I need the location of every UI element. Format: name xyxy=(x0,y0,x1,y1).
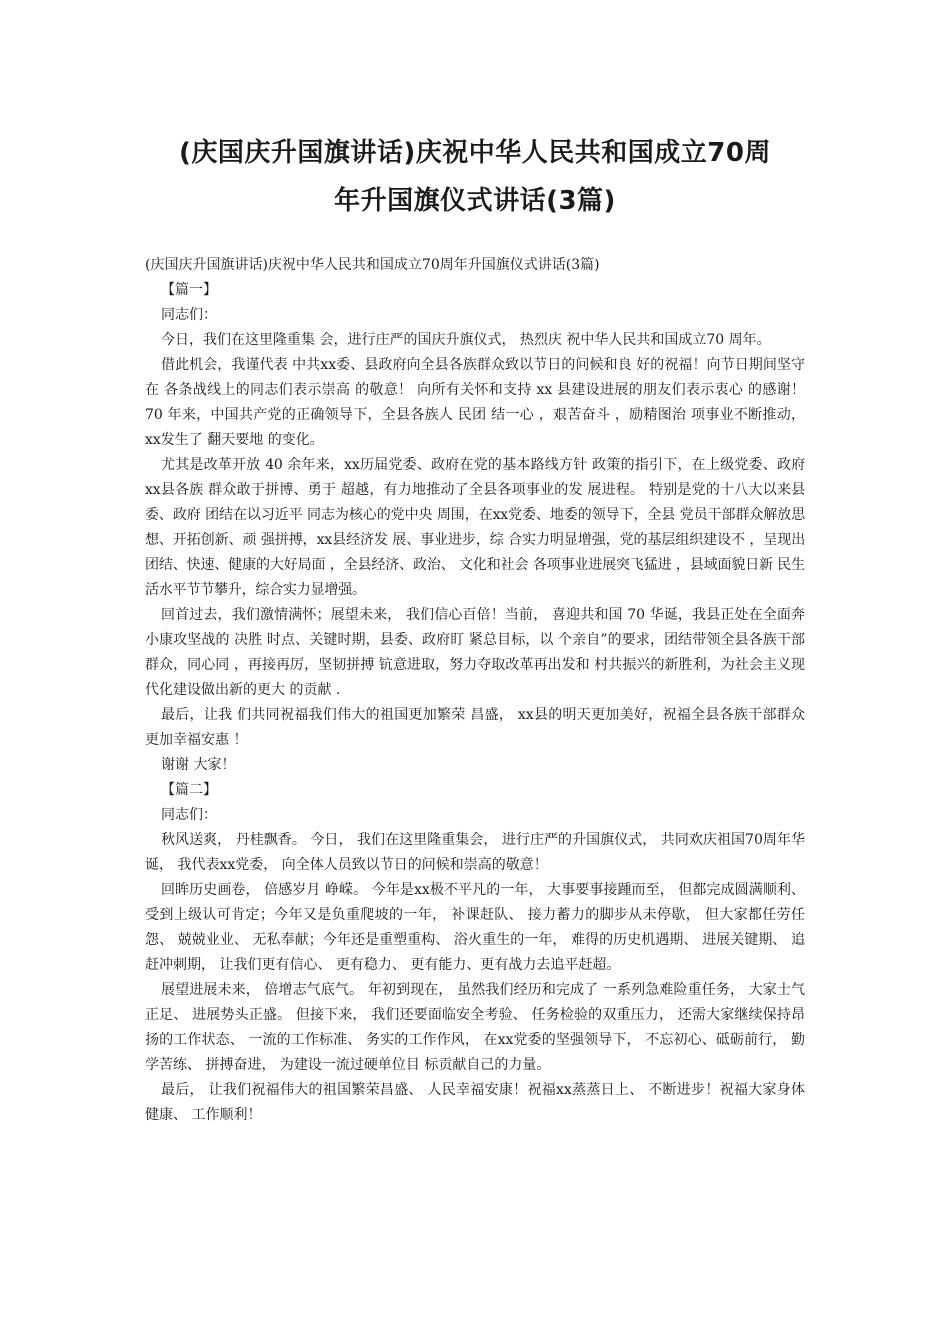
paragraph: 借此机会，我谨代表 中共xx委、县政府向全县各族群众致以节日的问候和良 好的祝福！向节日期间坚守在 各条战线上的同志们表示崇高 的敬意！ 向所有关怀和支持 xx 县建设进展的朋友们表示衷心 的感谢！ 70 年来，中国共产党的正确领导下，全县各族人 民团 结一心 ，艰苦奋斗 ，励精图治 项事业不断推动，xx发生了 翻天要地 的变化。 xyxy=(145,357,805,448)
paragraph: 最后， 让我们祝福伟大的祖国繁荣昌盛、 人民幸福安康！祝福xx蒸蒸日上、 不断进步！祝福大家身体健康、 工作顺利！ xyxy=(145,1082,805,1123)
salutation: 同志们： xyxy=(161,307,217,323)
document-body xyxy=(145,253,805,1128)
paragraph: 回首过去，我们激情满怀；展望未来， 我们信心百倍！当前， 喜迎共和国 70 华诞，我县正处在全面奔小康攻坚战的 决胜 时点、关键时期，县委、政府盯 紧总目标，以 个亲自”的要求，团结带领全县各族干部群众，同心同 ，再接再厉，坚韧拼搏 钪意进取，努力夺取改革再出发和 村共振兴的新胜利，为社会主义现代化建设做出新的更大 的贡献 . xyxy=(145,607,805,698)
closing-thanks: 谢谢 大家！ xyxy=(161,757,236,773)
document-title-line-1: (庆国庆升国旗讲话)庆祝中华人民共和国成立70周 xyxy=(179,138,771,168)
salutation: 同志们： xyxy=(161,807,217,823)
paragraph: 秋风送爽， 丹桂飘香。 今日， 我们在这里隆重集会， 进行庄严的升国旗仪式， 共同欢庆祖国70周年华诞， 我代表xx党委， 向全体人员致以节日的问候和崇高的敬意！ xyxy=(145,832,805,873)
section-heading-1: 【篇一】 xyxy=(161,282,217,298)
paragraph: 回眸历史画卷， 倍感岁月 峥嵘。 今年是xx极不平凡的一年， 大事要事接踵而至， 但都完成圆满顺利、 受到上级认可肯定；今年又是负重爬坡的一年， 补课赶队、 接力蓄力的脚步从未停歇， 但大家都任劳任怨、 兢兢业业、 无私奉献；今年还是重塑重构、 浴火重生的一年， 难得的历史机遇期、 进展关键期、 追赶冲刺期， 让我们更有信心、 更有稳力、 更有能力、更有战力去追平赶超。 xyxy=(145,882,805,973)
paragraph: 展望进展未来， 倍增志气底气。 年初到现在， 虽然我们经历和完成了 一系列急难险重任务， 大家士气正足、 进展势头正盛。 但接下来， 我们还要面临安全考验、 任务检验的双重压力， 还需大家继续保持昂扬的工作状态、 一流的工作标准、 务实的工作作风， 在xx党委的坚强领导下， 不忘初心、砥砺前行， 勤学苦练、 拼搏奋进， 为建设一流过硬单位目 标贡献自己的力量。 xyxy=(145,982,805,1073)
document-subtitle: (庆国庆升国旗讲话)庆祝中华人民共和国成立70周年升国旗仪式讲话(3篇) xyxy=(145,257,600,273)
section-heading-2: 【篇二】 xyxy=(161,782,217,798)
paragraph: 最后，让我 们共同祝福我们伟大的祖国更加繁荣 昌盛， xx县的明天更加美好，祝福全县各族干部群众更加幸福安惠 ！ xyxy=(145,707,805,748)
paragraph: 尤其是改革开放 40 余年来，xx历届党委、政府在党的基本路线方针 政策的指引下，在上级党委、政府 xx县各族 群众敢于拼博、勇于 超越，有力地推动了全县各项事业的发 展进程。 特别是党的十八大以来县委、政府 团结在以习近平 同志为核心的党中央 周围，在xx党委、地委的领导下，全县 党员干部群众解放思想、开拓创新、顽 强拼搏，xx县经济发 展、事业进步，综 合实力明显增强，党的基层组织建设不 ，呈现出团结、快速、健康的大好局面 ，全县经济、政治、 文化和社会 各项事业进展突飞猛进 ，县域面貌日新 民生活水平节节攀升，综合实力显增强。 xyxy=(145,457,805,598)
document-title-line-2: 年升国旗仪式讲话(3篇) xyxy=(334,186,616,216)
paragraph: 今日，我们在这里隆重集 会，进行庄严的国庆升旗仪式， 热烈庆 祝中华人民共和国成立70 周年。 xyxy=(161,332,771,348)
